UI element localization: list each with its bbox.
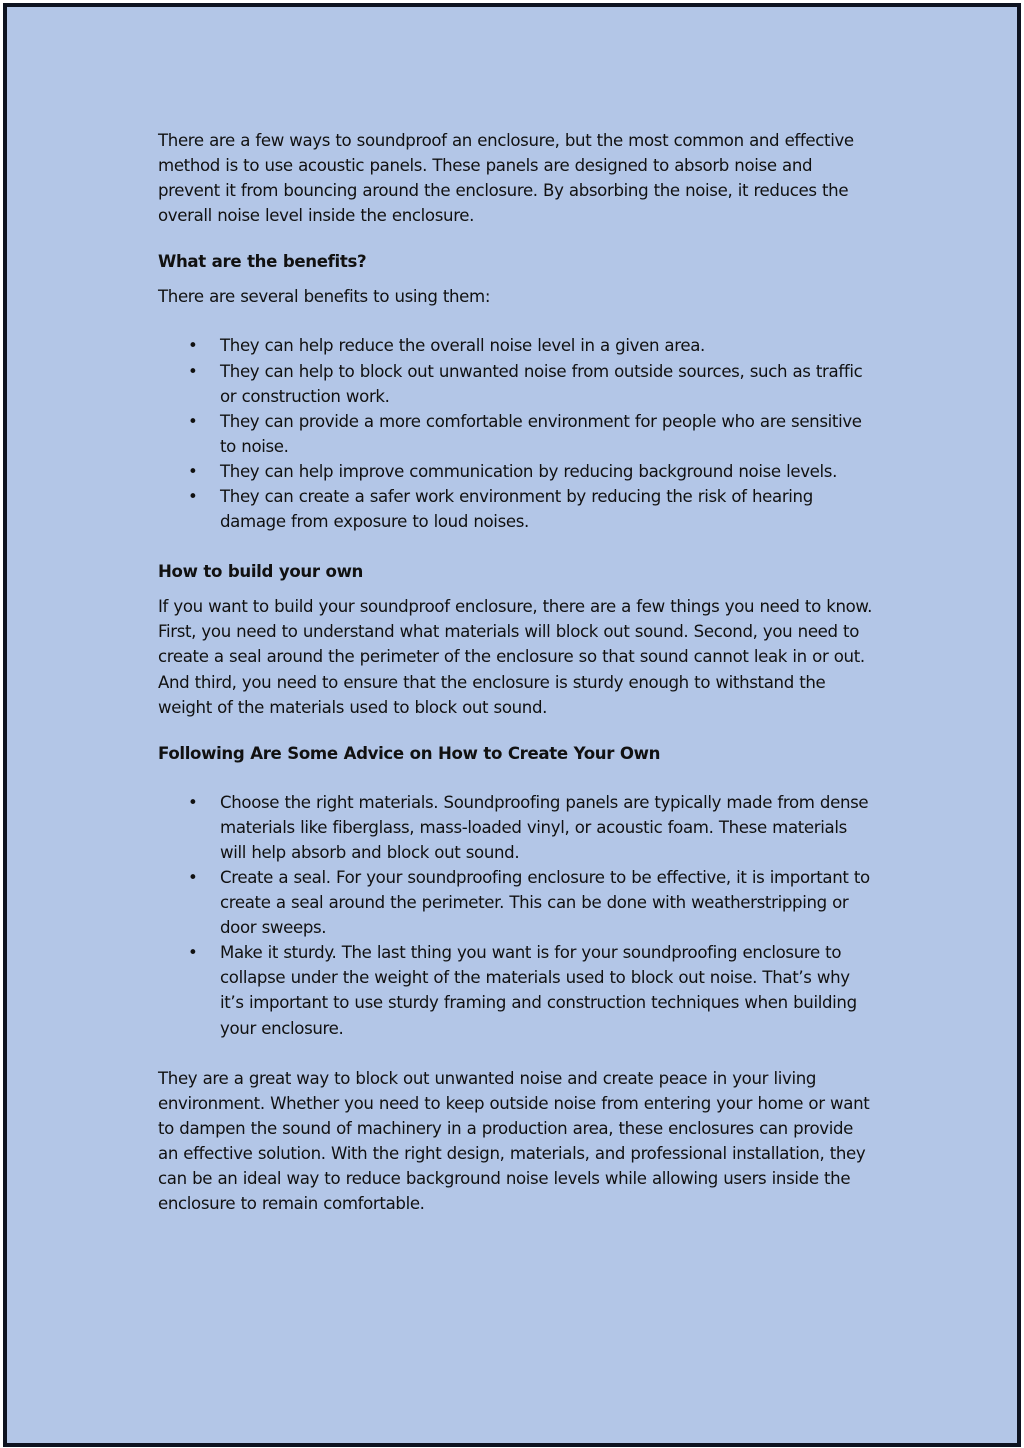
conclusion-paragraph: They are a great way to block out unwanted noise and create peace in your living environment. Whether you need to keep outside noise from entering your home or want to dampen the sound of machinery in a production area, these enclosures can provide an effective solution. With the right design, materials, and professional installation, they can be an ideal way to reduce background noise levels while allowing users inside the enclosure to remain comfortable. — [158, 1068, 870, 1214]
list-item — [158, 484, 873, 534]
list-item — [158, 865, 873, 940]
list-item — [158, 459, 873, 484]
page-frame — [3, 3, 1021, 1447]
intro-paragraph: There are a few ways to soundproof an enclosure, but the most common and effective method is to use acoustic panels. These panels are designed to absorb noise and prevent it from bouncing around the enclosure. By absorbing the noise, it reduces the overall noise level inside the enclosure. — [158, 131, 854, 226]
list-item — [158, 359, 873, 409]
benefits-heading: What are the benefits? — [158, 252, 367, 272]
list-item-text: They can help reduce the overall noise level in a given area. — [220, 336, 705, 356]
build-paragraph: If you want to build your soundproof enclosure, there are a few things you need to know. First, you need to understand what materials will block out sound. Second, you need to create a seal around the perimeter of the enclosure so that sound cannot leak in or out. And third, you need to ensure that the enclosure is sturdy enough to withstand the weight of the materials used to block out sound. — [158, 597, 873, 717]
list-item — [158, 333, 873, 358]
bullet-icon: • — [188, 336, 198, 356]
list-item-text: Make it sturdy. The last thing you want is for your soundproofing enclosure to collapse under the weight of the materials used to block out noise. That’s why it’s important to use sturdy framing and construction techniques when building your enclosure. — [220, 943, 857, 1038]
list-item-text: They can help to block out unwanted noise from outside sources, such as traffic or construction work. — [220, 361, 863, 406]
benefits-intro: There are several benefits to using them: — [158, 287, 491, 307]
list-item — [158, 790, 873, 865]
list-item — [158, 940, 873, 1040]
build-heading: How to build your own — [158, 562, 364, 582]
list-item-text: They can create a safer work environment by reducing the risk of hearing damage from exposure to loud noises. — [220, 487, 813, 532]
bullet-icon: • — [188, 411, 198, 431]
list-item — [158, 409, 873, 459]
bullet-icon: • — [188, 792, 198, 812]
bullet-icon: • — [188, 461, 198, 481]
list-item-text: Choose the right materials. Soundproofing panels are typically made from dense materials like fiberglass, mass-loaded vinyl, or acoustic foam. These materials will help absorb and block out sound. — [220, 792, 869, 862]
advice-heading: Following Are Some Advice on How to Create Your Own — [158, 743, 661, 763]
advice-list — [158, 790, 873, 1041]
bullet-icon: • — [188, 943, 198, 963]
benefits-list — [158, 333, 873, 534]
article-body — [158, 128, 873, 1216]
bullet-icon: • — [188, 487, 198, 507]
list-item-text: They can help improve communication by reducing background noise levels. — [220, 461, 838, 481]
bullet-icon: • — [188, 361, 198, 381]
list-item-text: Create a seal. For your soundproofing enclosure to be effective, it is important to create a seal around the perimeter. This can be done with weatherstripping or door sweeps. — [220, 867, 870, 938]
list-item-text: They can provide a more comfortable environment for people who are sensitive to noise. — [220, 411, 862, 456]
bullet-icon: • — [188, 867, 198, 887]
